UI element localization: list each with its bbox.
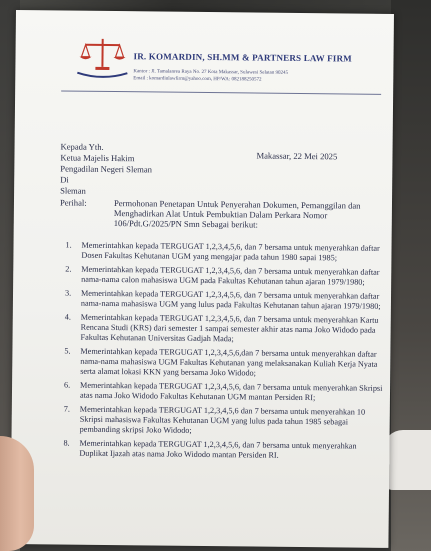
list-item-number: 2. [65, 264, 72, 274]
list-item-number: 7. [63, 404, 71, 414]
list-item-number: 8. [63, 438, 70, 448]
list-item-text: Memerintahkan kepada TERGUGAT 1,2,3,4,5,6, dan 7 bersama untuk menyerahkan Kartu Rencana Studi (KRS) dari semester 1 sampai semester akhir atas nama Joko Widodo pada Fakultas Kehutanan Universitas Gadjah Mada; [80, 312, 379, 344]
recipient-line: Kepada Yth. [60, 141, 104, 152]
list-item [65, 265, 385, 288]
letter-date: Makassar, 22 Mei 2025 [256, 150, 338, 162]
recipient-line: Sleman [60, 185, 86, 196]
list-item [64, 381, 384, 404]
firm-contact-line: Email : komardinlawfirm@yahoo.com, HP/WA: 082188250572 [133, 75, 262, 83]
list-item [65, 289, 385, 312]
list-item-text: Memerintahkan kepada TERGUGAT 1,2,3,4,5,6, dan 7 bersama untuk menyerahkan daftar nama-nama mahasiswa UGM yang lulus pada Fakultas Kehutanan tahun ajaran 1979/1980; [80, 288, 381, 311]
list-item-number: 6. [64, 380, 71, 390]
recipient-line: Pengadilan Negeri Sleman [60, 163, 153, 175]
recipient-line: Ketua Majelis Hakim [60, 152, 135, 164]
firm-address-line: Kantor : Jl. Tamalanrea Raya No. 27 Kota Makassar, Sulawesi Selatan 90245 [133, 69, 288, 76]
list-item-text: Memerintahkan kepada TERGUGAT 1,2,3,4,5,6, dan 7 bersama untuk menyerahkan Skripsi atas nama Joko Widodo Fakultas Kehutanan UGM mantan Persiden RI; [79, 380, 383, 403]
list-item-text: Memerintahkan kepada TERGUGAT 1,2,3,4,5,6,dan 7 bersama untuk menyerahkan daftar nama-nama mahasiswa UGM Fakultas Kehutanan yang melaksanakan Kuliah Kerja Nyata serta alamat lokasi KKN yang bersama Joko Widodo; [80, 346, 378, 378]
firm-name: IR. KOMARDIN, SH.MM & PARTNERS LAW FIRM [133, 51, 352, 64]
list-item-text: Memerintahkan kepada TERGUGAT 1,2,3,4,5,6, dan 7 bersama untuk menyerahkan daftar Dosen Fakultas Kehutanan UGM yang mengajar pada tahun 1980 sapai 1985; [81, 240, 380, 263]
list-item-number: 5. [64, 346, 71, 356]
list-item-number: 4. [64, 312, 71, 322]
list-item-text: Memerintahkan kepada TERGUGAT 1,2,3,4,5,6, dan 7 bersama untuk menyerahkan Duplikat Ijazah atas nama Joko Widodo mantan Persiden RI. [79, 438, 357, 460]
list-item [64, 347, 384, 380]
request-list [63, 241, 385, 466]
perihal-label: Perihal: [59, 197, 87, 208]
scales-of-justice-logo-icon [67, 33, 138, 84]
holding-thumb [0, 436, 34, 551]
letter-paper [10, 10, 394, 548]
letterhead-divider [61, 90, 381, 94]
recipient-line: Di [60, 174, 69, 185]
perihal-text: Permohonan Penetapan Untuk Penyerahan Dokumen, Pemanggilan dan Menghadirkan Alat Untuk Pembuktian Dalam Perkara Nomor 106/Pdt.G/2025/PN Smn Sebagai berikut: [113, 198, 361, 230]
list-item [64, 405, 384, 438]
firm-address [133, 69, 373, 85]
list-item-text: Memerintahkan kepada TERGUGAT 1,2,3,4,5,6 dan 7 bersama untuk menyerahkan 10 Skripsi mahasiswa Fakultas Kehutanan UGM yang lulus pada tahun 1985 sebagai pembanding skripsi Joko Widodo; [79, 404, 366, 435]
list-item-number: 3. [64, 288, 72, 298]
list-item-text: Memerintahkan kepada TERGUGAT 1,2,3,4,5,6, dan 7 bersama untuk menyerahkan daftar nama-nama calon mahasiswa UGM pada Fakultas Kehutanan tahun ajaran 1979/1980; [81, 264, 380, 287]
list-item [65, 313, 385, 346]
background-shoe [383, 430, 431, 490]
list-item [65, 241, 385, 264]
list-item-number: 1. [65, 240, 72, 250]
list-item [63, 439, 383, 462]
